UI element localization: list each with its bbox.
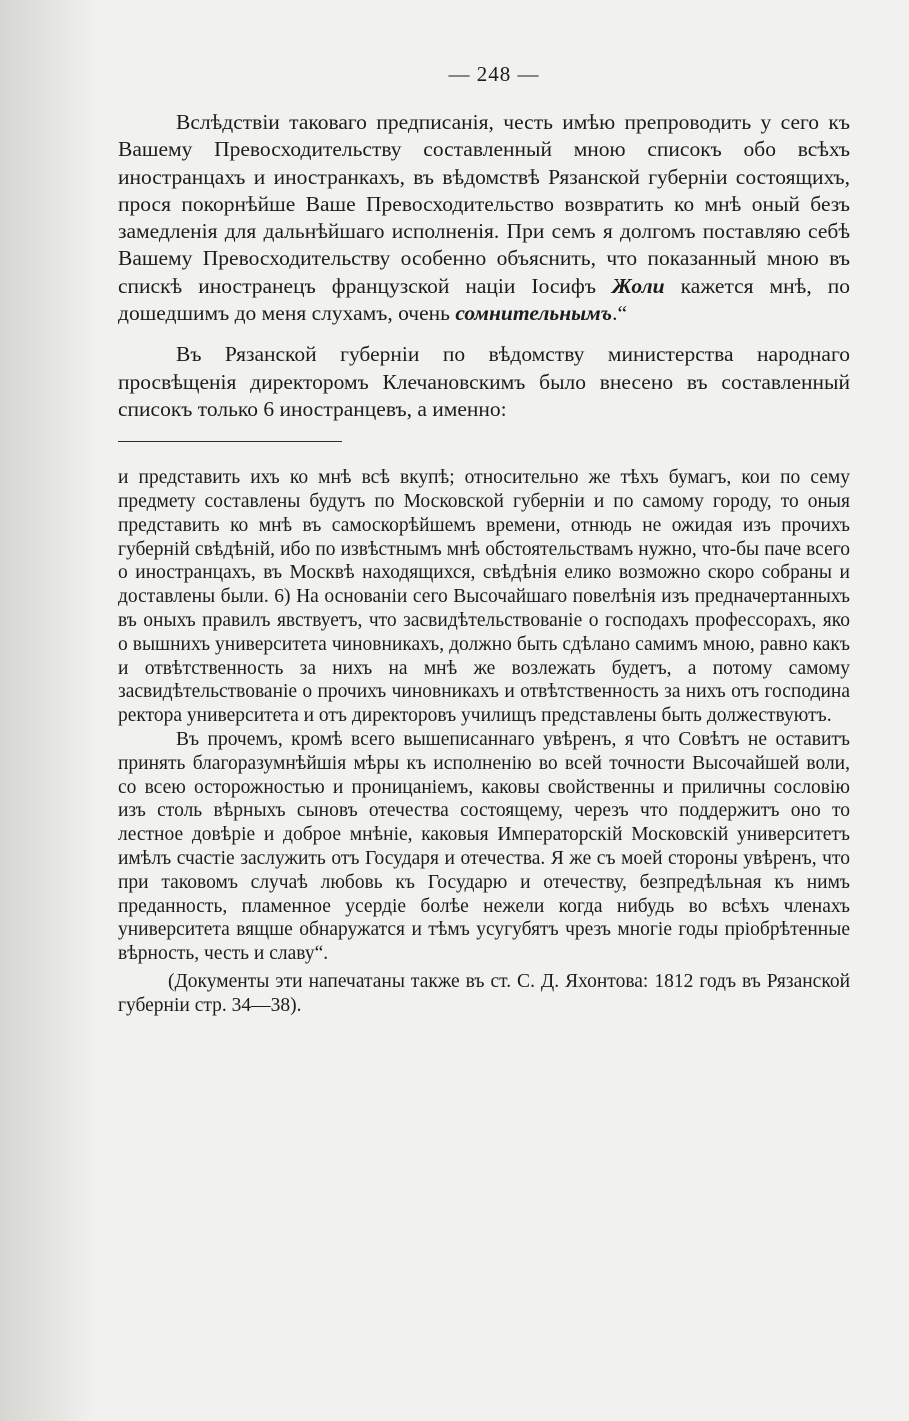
main-paragraph-2: Въ Рязанской губерніи по вѣдомству министерства народнаго просвѣщенія директоромъ Клечановскимъ было внесено въ составленный списокъ только 6 иностранцевъ, а именно: xyxy=(118,342,850,421)
main-paragraph-1-text-c: .“ xyxy=(612,301,628,326)
footnote-paragraph-1: и представить ихъ ко мнѣ всѣ вкупѣ; относительно же тѣхъ бумагъ, кои по сему предмету составлены будутъ по Московской губерніи и по самому городу, то оныя представить ко мнѣ въ самоскорѣйшемъ времени, отнюдь не ожидая изъ прочихъ губерній свѣдѣній, ибо по извѣстнымъ мнѣ обстоятельствамъ нужно, что-бы паче всего о иностранцахъ, въ Москвѣ находящихся, свѣдѣнія елико возможно скоро собраны и доставлены были. 6) На основаніи сего Высочайшаго повелѣнія изъ предначертанныхъ въ оныхъ правилъ явствуетъ, что засвидѣтельствованіе о господахъ профессорахъ, яко о вышнихъ университета чиновникахъ, должно быть сдѣлано самимъ мною, равно какъ и отвѣтственность за нихъ на мнѣ же возлежать будетъ, а потому самому засвидѣтельствованіе о прочихъ чиновникахъ и отвѣтственность за нихъ отъ господина ректора университета и отъ директоровъ училищъ представлены быть должествуютъ. xyxy=(118,467,850,727)
page-number: — 248 — xyxy=(448,62,540,86)
source-note: (Документы эти напечатаны также въ ст. С. Д. Яхонтова: 1812 годъ въ Рязанской губерніи стр. 34—38). xyxy=(118,971,850,1016)
main-paragraph-1-text-b: кажется мнѣ, по дошедшимъ до меня слухамъ, очень xyxy=(118,273,850,326)
footnote-divider xyxy=(118,441,342,442)
main-text xyxy=(118,109,850,423)
main-paragraph-1 xyxy=(118,109,850,327)
footnote-text xyxy=(118,466,850,1017)
document-page xyxy=(118,62,850,1018)
emphasis-doubtful: сомнительнымъ xyxy=(455,301,613,326)
name-joli: Жоли xyxy=(611,273,665,298)
main-paragraph-1-text-a: Вслѣдствіи таковаго предписанія, честь имѣю препроводить у сего къ Вашему Превосходительству составленный мною списокъ обо всѣхъ иностранцахъ и иностранкахъ, въ вѣдомствѣ Рязанской губерніи состоящихъ, прося покорнѣйше Ваше Превосходительство возвратить ко мнѣ оный безъ замедленія для дальнѣйшаго исполненія. При семъ я долгомъ поставляю себѣ Вашему Превосходительству особенно объяснить, что показанный мною въ спискѣ иностранецъ французской націи Іосифъ xyxy=(118,110,850,298)
scan-gutter-shadow xyxy=(0,0,96,1421)
footnote-paragraph-2: Въ прочемъ, кромѣ всего вышеписаннаго увѣренъ, я что Совѣтъ не оставитъ принять благоразумнѣйшія мѣры къ исполненію во всей точности Высочайшей воли, со всею осторожностью и проницаніемъ, каковы свойственны и приличны сословію изъ столь вѣрныхъ сыновъ отечества состоящему, черезъ что поддержитъ оно то лестное довѣріе и доброе мнѣніе, каковыя Императорскій Московскій университетъ имѣлъ счастіе заслужить отъ Государя и отечества. Я же съ моей стороны увѣренъ, что при таковомъ случаѣ любовь къ Государю и отечеству, безпредѣльная къ нимъ преданность, пламенное усердіе болѣе нежели когда нибудь во всѣхъ членахъ университета вящше обнаружатся и тѣмъ усугубятъ чрезъ многіе годы пріобрѣтенные вѣрность, честь и славу“. xyxy=(118,729,850,965)
